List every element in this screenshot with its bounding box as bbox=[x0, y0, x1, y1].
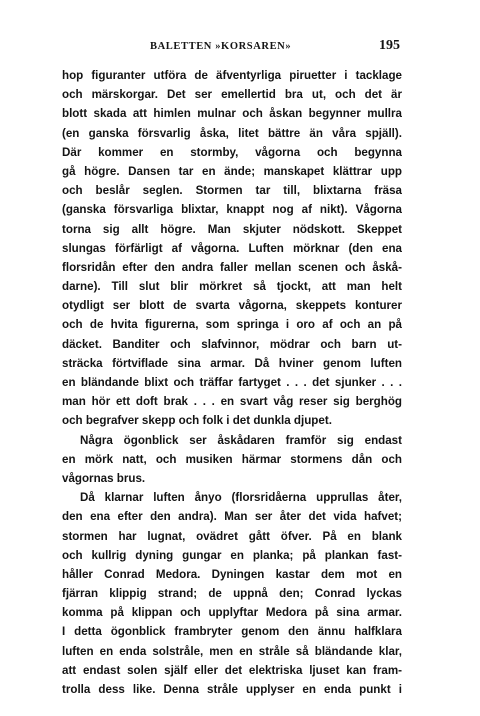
text-line: och begrafver skepp och folk i det dunkla djupet. bbox=[62, 414, 332, 428]
text-line: luften en enda solstråle, men en stråle så bländande klar, bbox=[62, 644, 402, 658]
text-line: och beslår seglen. Stormen tar till, blixtarna fräsa bbox=[62, 184, 402, 198]
text-line: fjärran klippig strand; de uppnå den; Conrad lyckas bbox=[62, 587, 402, 601]
text-line: vågornas brus. bbox=[62, 471, 146, 485]
text-line: (ganska försvarliga blixtar, knappt nog af nikt). Vågorna bbox=[62, 203, 402, 217]
text-line: blott skada att himlen mulnar och åskan begynner mullra bbox=[62, 107, 402, 121]
text-line: en mörk natt, och musiken härmar stormens dån och bbox=[62, 452, 402, 466]
text-line: stormen har lugnat, ovädret gått öfver. På en blank bbox=[62, 529, 402, 543]
text-line: håller Conrad Medora. Dyningen kastar dem mot en bbox=[62, 567, 402, 581]
text-line: och de hvita figurerna, som springa i oro af och an på bbox=[62, 318, 402, 332]
text-line: I detta ögonblick frambryter genom den ännu halfklara bbox=[62, 625, 402, 639]
text-line: och märskorgar. Det ser emellertid bra ut, och det är bbox=[62, 88, 402, 102]
body-text bbox=[62, 66, 402, 699]
book-page bbox=[62, 38, 402, 699]
text-line: (en ganska försvarlig åska, litet bättre än våra spjäll). bbox=[62, 126, 402, 140]
page-number: 195 bbox=[379, 38, 400, 53]
text-line: sträcka förtviflade sina armar. Då hviner genom luften bbox=[62, 356, 402, 370]
paragraph bbox=[62, 66, 402, 431]
text-line: komma på klippan och upplyftar Medora på sina armar. bbox=[62, 606, 402, 620]
text-line: torna sig allt högre. Man skjuter nödskott. Skeppet bbox=[62, 222, 402, 236]
text-line: florsridån efter den andra faller mellan scenen och åskå- bbox=[62, 260, 402, 274]
text-line: att endast solen själf eller det elektriska ljuset kan fram- bbox=[62, 663, 402, 677]
text-line: Några ögonblick ser åskådaren framför sig endast bbox=[80, 433, 402, 447]
text-line: otydligt ser blott de svarta vågorna, skeppets konturer bbox=[62, 299, 402, 313]
running-head bbox=[62, 38, 402, 60]
text-line: den ena efter den andra). Man ser åter det vida hafvet; bbox=[62, 510, 402, 524]
text-line: en bländande blixt och träffar fartyget . . . det sjunker . . . bbox=[62, 376, 402, 389]
text-line: Där kommer en stormby, vågorna och begynna bbox=[62, 145, 402, 159]
text-line: däcket. Banditer och slafvinnor, mödrar och barn ut- bbox=[62, 337, 402, 351]
text-line: man hör ett doft brak . . . en svart våg reser sig berghög bbox=[62, 395, 402, 409]
text-line: och kullrig dyning gungar en planka; på plankan fast- bbox=[62, 548, 402, 562]
paragraph bbox=[62, 431, 402, 489]
text-line: hop figuranter utföra de äfventyrliga piruetter i tacklage bbox=[62, 69, 402, 82]
running-title: BALETTEN »KORSAREN» bbox=[150, 41, 292, 52]
paragraph bbox=[62, 488, 402, 699]
text-line: darne). Till slut blir mörkret så tjockt, att man helt bbox=[62, 280, 402, 294]
text-line: gå högre. Dansen tar en ände; manskapet klättrar upp bbox=[62, 164, 402, 178]
text-line: Då klarnar luften ånyo (florsridåerna upprullas åter, bbox=[80, 491, 402, 505]
text-line: slungas förfärligt af vågorna. Luften mörknar (den ena bbox=[62, 241, 402, 255]
text-line: trolla dess like. Denna stråle upplyser en enda punkt i bbox=[62, 683, 402, 696]
